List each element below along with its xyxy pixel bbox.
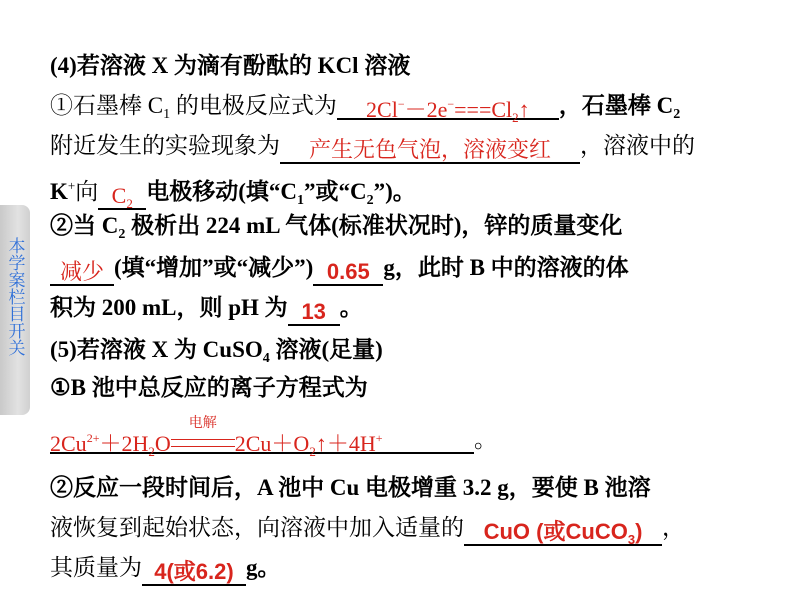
q4-line1: ①石墨棒 $C_1$ 的电极反应式为 $2Cl^--2e^-===Cl_2↑$ ，石墨棒 $C_2$ [50, 93, 681, 125]
q5-line3: 液恢复到起始状态，向溶液中加入适量的 CuO (或CuCO$_3$) ， [50, 515, 685, 547]
answer-blank-phenomenon [280, 136, 580, 164]
answer-ph: 13 [301, 299, 326, 324]
answer-added-substance: CuO (或CuCO$_3$) [483, 519, 643, 547]
answer-added-mass: 4(或6.2) [154, 559, 234, 584]
q4-line5: 减少 (填“增加”或“减少”) 0.65 g，此时 B 中的溶液的体 [50, 254, 629, 286]
electrolysis-condition: 电解 [171, 432, 235, 456]
answer-blank-ph [288, 298, 340, 326]
answer-blank-ion-direction [98, 182, 146, 210]
q4-line6: 积为 200 mL，则 pH 为 13 。 [50, 295, 363, 324]
answer-blank-electrode-equation [337, 92, 559, 125]
q5-heading: (5)若溶液 X 为 CuSO$_4$ 溶液(足量) [50, 337, 383, 366]
answer-zinc-change: 减少 [59, 259, 104, 284]
q5-line4: 其质量为 4(或6.2) g。 [50, 555, 281, 584]
q5-equation-line: $2Cu^{2+}+2H_2O$ 电解 $2Cu+O_2↑+4H^+$ 。 [50, 416, 497, 459]
answer-ion-direction: $C_2$ [111, 183, 133, 211]
answer-blank-zinc-change [50, 258, 114, 286]
q5-line1: ①B 池中总反应的离子方程式为 [50, 375, 368, 400]
sidebar-toggle-tab[interactable] [0, 205, 30, 415]
q4-heading: (4)若溶液 X 为滴有酚酞的 KCl 溶液 [50, 53, 411, 78]
answer-electrode-equation: $2Cl^--2e^-===Cl_2↑$ [366, 97, 530, 125]
answer-blank-added-mass [142, 558, 246, 586]
answer-blank-added-substance [464, 518, 662, 546]
q4-line4: ②当 $C_2$ 极析出 224 mL 气体(标准状况时)，锌的质量变化 [50, 213, 623, 242]
answer-phenomenon: 产生无色气泡，溶液变红 [308, 137, 551, 162]
answer-ionic-equation: $2Cu^{2+}+2H_2O$ 电解 $2Cu+O_2↑+4H^+$ [50, 416, 383, 459]
answer-zinc-mass: 0.65 [326, 259, 370, 284]
answer-blank-zinc-mass [313, 258, 383, 286]
answer-blank-ionic-equation [50, 416, 474, 459]
sidebar-label: 本学案栏目开关 [4, 237, 25, 356]
q4-line2: 附近发生的实验现象为 产生无色气泡，溶液变红 ，溶液中的 [50, 133, 695, 162]
q5-line2: ②反应一段时间后，A 池中 Cu 电极增重 3.2 g，要使 B 池溶 [50, 475, 651, 500]
q4-line3: K+向 $C_2$ 电极移动(填“$C_1$”或“$C_2$”)。 [50, 178, 416, 211]
